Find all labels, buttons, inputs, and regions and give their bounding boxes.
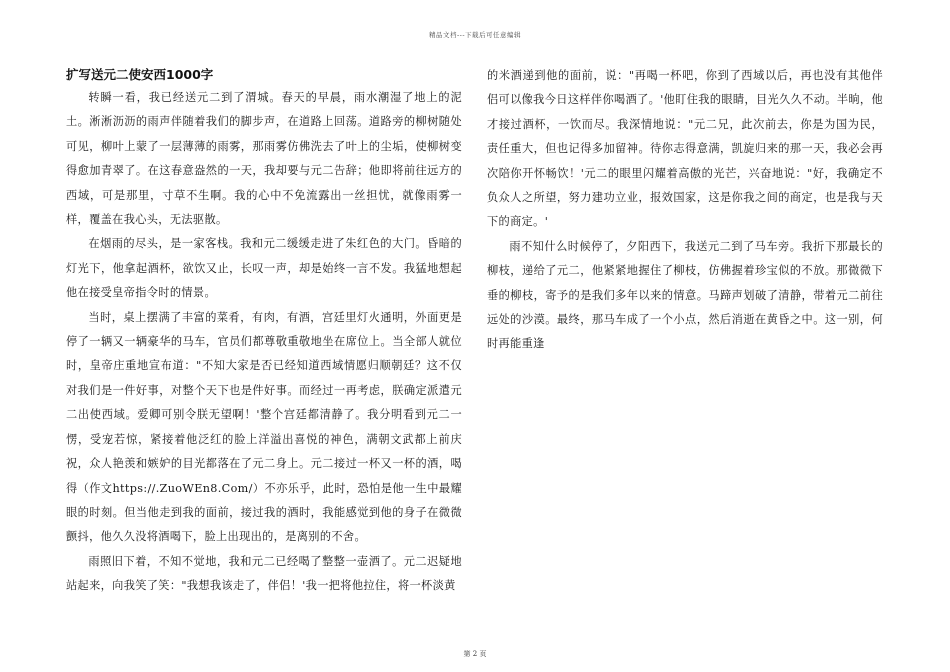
paragraph-2: 在烟雨的尽头，是一家客栈。我和元二缓缓走进了朱红色的大门。昏暗的灯光下，他拿起酒杯，欲饮又止，长叹一声，却是始终一言不发。我猛地想起他在接受皇帝指令时的情景。 <box>66 237 462 300</box>
page-header: 精品文档---下载后可任意编辑 <box>428 31 522 39</box>
paragraph-5: 雨不知什么时候停了，夕阳西下，我送元二到了马车旁。我折下那最长的柳枝，递给了元二，他紧紧地握住了柳枝，仿佛握着珍宝似的不放。那微微下垂的柳枝，寄予的是我们多年以来的情意。马蹄声划破了清静，带着元二前往远处的沙漠。最终，那马车成了一个小点，然后消逝在黄昏之中。这一别，何时再能重逢 <box>487 239 883 351</box>
document-title: 扩写送元二使安西1000字 <box>66 67 214 82</box>
page-number: 第 2 页 <box>463 650 487 658</box>
left-column <box>66 64 462 599</box>
paragraph-1: 转瞬一看，我已经送元二到了渭城。春天的早晨，雨水潮湿了地上的泥土。淅淅沥沥的雨声伴随着我们的脚步声，在道路上回荡。道路旁的柳树随处可见，柳叶上蒙了一层薄薄的雨雾，那雨雾仿佛洗去了叶上的尘垢，使柳树变得愈加青翠了。在这春意盎然的一天，我却要与元二告辞；他即将前往远方的西域，可是那里，寸草不生啊。我的心中不免流露出一丝担忧，就像雨雾一样，覆盖在我心头，无法驱散。 <box>66 91 462 227</box>
paragraph-4: 雨照旧下着，不知不觉地，我和元二已经喝了整整一壶酒了。元二迟疑地站起来，向我笑了笑："我想我该走了，伴侣！'我一把将他拉住，将一杯淡黄 <box>66 554 462 593</box>
paragraph-4-continuation: 的米酒递到他的面前，说："再喝一杯吧，你到了西域以后，再也没有其他伴侣可以像我今日这样伴你喝酒了。'他盯住我的眼睛，目光久久不动。半晌，他才接过酒杯，一饮而尽。我深情地说："元二兄，此次前去，你是为国为民，责任重大，但也记得多加留神。待你志得意满，凯旋归来的那一天，我必会再次陪你开怀畅饮！'元二的眼里闪耀着高傲的光芒，兴奋地说："好，我确定不负众人之所望，努力建功立业，报效国家，这是你我之间的商定，也是我与天下的商定。' <box>487 69 883 229</box>
paragraph-3: 当时，桌上摆满了丰富的菜肴，有肉，有酒，宫廷里灯火通明，外面更是停了一辆又一辆豪华的马车，官员们都尊敬重敬地坐在席位上。当全部人就位时，皇帝庄重地宣布道："不知大家是否已经知道西域情愿归顺朝廷？这不仅对我们是一件好事，对整个天下也是件好事。而经过一再考虑，朕确定派遣元二出使西域。爱卿可别令朕无望啊！'整个宫廷都清静了。我分明看到元二一愣，受宠若惊，紧接着他泛红的脸上洋溢出喜悦的神色，满朝文武都上前庆祝，众人艳羡和嫉妒的目光都落在了元二身上。元二接过一杯又一杯的酒，喝得（作文https://.ZuoWEn8.Com/）不亦乐乎，此时，恐怕是他一生中最耀眼的时刻。但当他走到我的面前，接过我的酒时，我能感觉到他的身子在微微颤抖，他久久没将酒喝下，脸上出现出的，是离别的不舍。 <box>66 310 462 544</box>
right-column <box>487 64 883 357</box>
